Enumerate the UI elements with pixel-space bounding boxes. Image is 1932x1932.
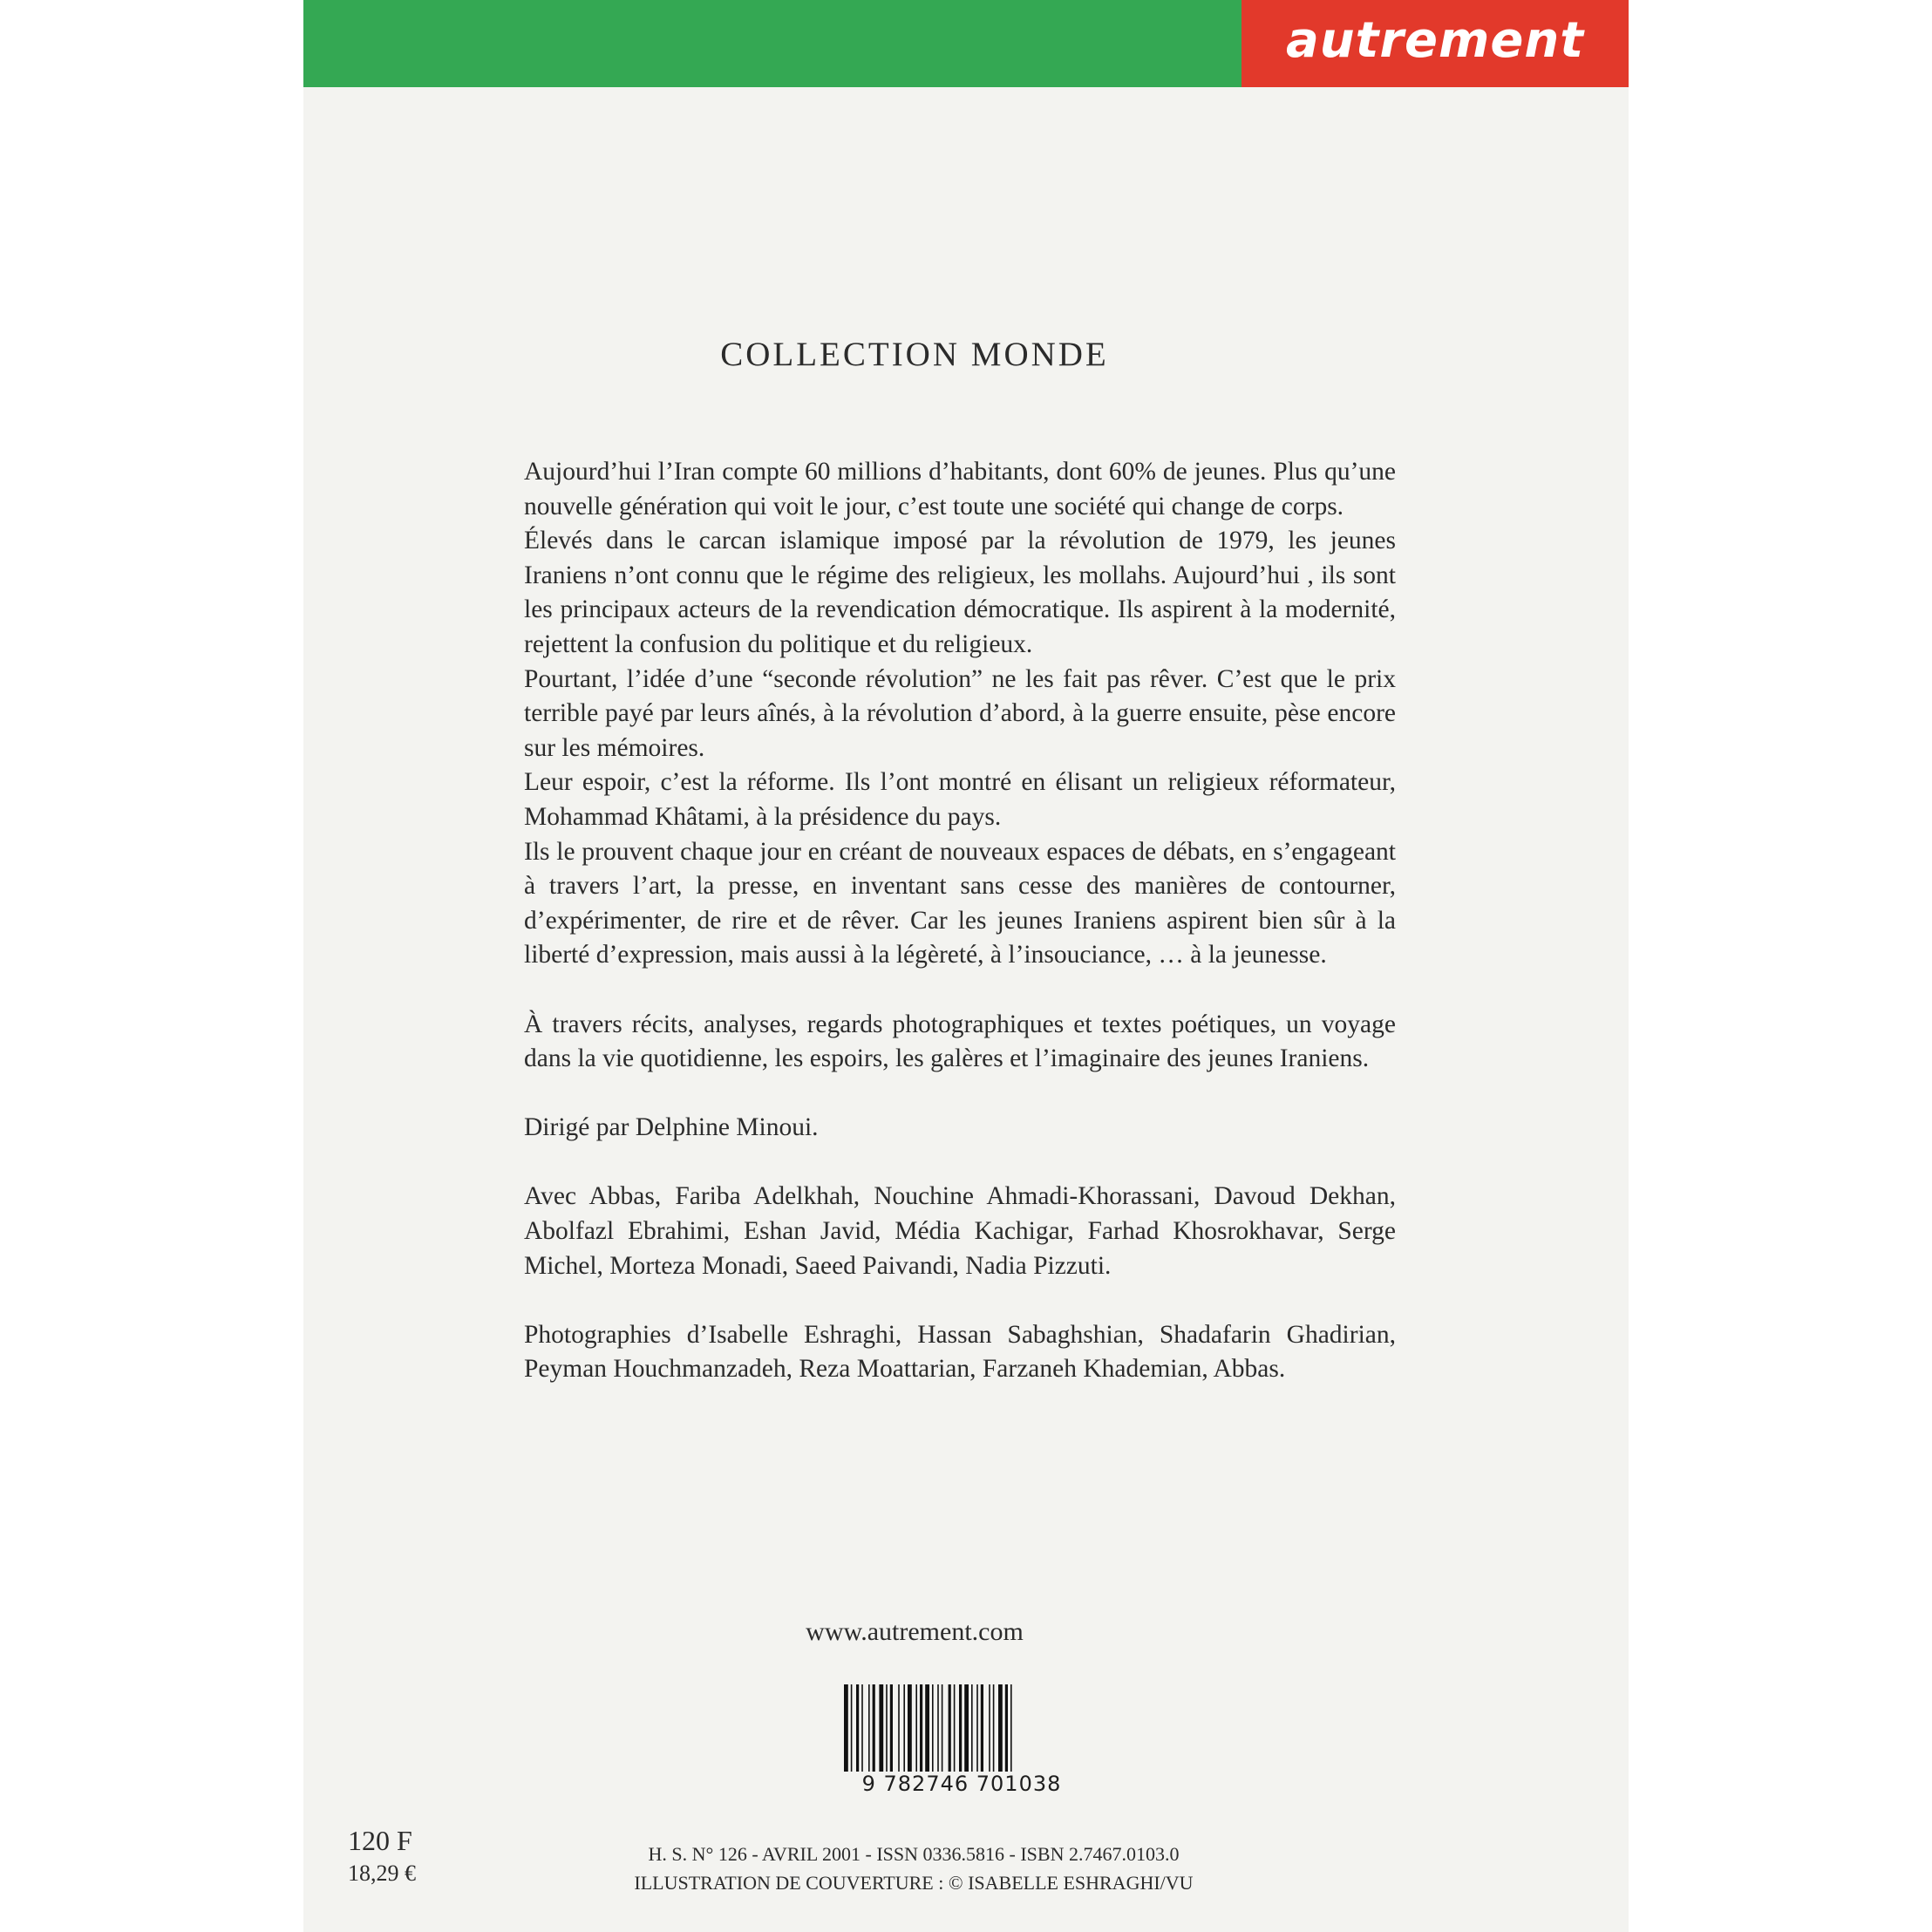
barcode-bar-28: [1005, 1684, 1008, 1772]
barcode-bar-23: [976, 1684, 978, 1772]
barcode-bar-6: [879, 1684, 883, 1772]
back-cover: [303, 0, 1629, 1932]
barcode-bar-8: [890, 1684, 893, 1772]
top-color-band: [303, 0, 1629, 87]
barcode-bar-22: [971, 1684, 973, 1772]
publisher-logo: autrement: [1286, 12, 1584, 69]
barcode-bar-14: [925, 1684, 929, 1772]
paragraph-intro: Aujourd’hui l’Iran compte 60 millions d’habitants, dont 60% de jeunes. Plus qu’une nouvelle génération qui voit le jour, c’est toute une société qui change de corps.: [524, 458, 1396, 520]
red-band: [1242, 0, 1629, 87]
price-francs: 120 F: [348, 1825, 412, 1856]
paragraph-second-revolution: Pourtant, l’idée d’une “seconde révolution” ne les fait pas rêver. C’est que le prix terrible payé par leurs aînés, à la révolution d’abord, à la guerre ensuite, pèse encore sur les mémoires.: [524, 664, 1396, 762]
barcode-bar-29: [1010, 1684, 1012, 1772]
barcode-bar-16: [937, 1684, 939, 1772]
barcode-bar-10: [903, 1684, 905, 1772]
paragraph-voyage: À travers récits, analyses, regards photographiques et textes poétiques, un voyage dans la vie quotidienne, les espoirs, les galères et l’imaginaire des jeunes Iraniens.: [524, 1010, 1396, 1073]
website-link[interactable]: www.autrement.com: [806, 1617, 1024, 1646]
footer-illustration-credit: ILLUSTRATION DE COUVERTURE : © ISABELLE ESHRAGHI/VU: [634, 1872, 1194, 1894]
price-block: [348, 1824, 416, 1890]
barcode-bar-17: [942, 1684, 943, 1772]
barcode-bar-13: [920, 1684, 922, 1772]
green-band: [303, 0, 1242, 87]
paragraph-photographers: Photographies d’Isabelle Eshraghi, Hassan Sabaghshian, Shadafarin Ghadirian, Peyman Houchmanzadeh, Reza Moattarian, Farzaneh Khademian, Abbas.: [524, 1320, 1396, 1384]
barcode-bar-5: [873, 1684, 875, 1772]
price-euros: 18,29 €: [348, 1861, 416, 1886]
barcode-number: 9 782746 701038: [861, 1772, 1062, 1796]
paragraph-debates: Ils le prouvent chaque jour en créant de nouveaux espaces de débats, en s’engageant à travers l’art, la presse, en inventant sans cesse des manières de contourner, d’expérimenter, de rire et de rêver. Car les jeunes Iraniens aspirent bien sûr à la liberté d’expression, mais aussi à la légèreté, à l’insouciance, … à la jeunesse.: [524, 837, 1396, 969]
collection-title: COLLECTION MONDE: [720, 336, 1109, 373]
paragraph-director: Dirigé par Delphine Minoui.: [524, 1113, 819, 1142]
barcode-bar-11: [908, 1684, 912, 1772]
paragraph-revolution: Élevés dans le carcan islamique imposé par la révolution de 1979, les jeunes Iraniens n’ont connu que le régime des religieux, les mollahs. Aujourd’hui , ils sont les principaux acteurs de la revendication démocratique. Ils aspirent à la modernité, rejettent la confusion du politique et du religieux.: [524, 527, 1396, 658]
barcode-bar-9: [898, 1684, 900, 1772]
barcode-bar-3: [861, 1684, 863, 1772]
barcode-bar-25: [989, 1684, 990, 1772]
paragraph-contributors: Avec Abbas, Fariba Adelkhah, Nouchine Ahmadi-Khorassani, Davoud Dekhan, Abolfazl Ebrahimi, Eshan Javid, Média Kachigar, Farhad Khosrokhavar, Serge Michel, Morteza Monadi, Saeed Paivandi, Nadia Pizzuti.: [524, 1182, 1396, 1280]
barcode-bar-0: [844, 1684, 848, 1772]
barcode: [844, 1684, 1072, 1772]
barcode-bar-15: [932, 1684, 934, 1772]
description-text: [524, 455, 1396, 1387]
legal-footer: [565, 1840, 1262, 1897]
barcode-bar-26: [993, 1684, 995, 1772]
barcode-bar-27: [998, 1684, 1003, 1772]
barcode-bar-4: [868, 1684, 870, 1772]
barcode-bar-12: [915, 1684, 917, 1772]
barcode-bar-1: [851, 1684, 853, 1772]
barcode-bar-18: [949, 1684, 951, 1772]
paragraph-reform: Leur espoir, c’est la réforme. Ils l’ont montré en élisant un religieux réformateur, Mohammad Khâtami, à la présidence du pays.: [524, 768, 1396, 831]
barcode-bar-21: [964, 1684, 969, 1772]
barcode-bar-2: [856, 1684, 859, 1772]
footer-issn-line: H. S. N° 126 - AVRIL 2001 - ISSN 0336.5816 - ISBN 2.7467.0103.0: [648, 1843, 1180, 1865]
barcode-bar-7: [886, 1684, 888, 1772]
barcode-bar-20: [959, 1684, 962, 1772]
barcode-bar-19: [954, 1684, 956, 1772]
barcode-bar-24: [981, 1684, 983, 1772]
